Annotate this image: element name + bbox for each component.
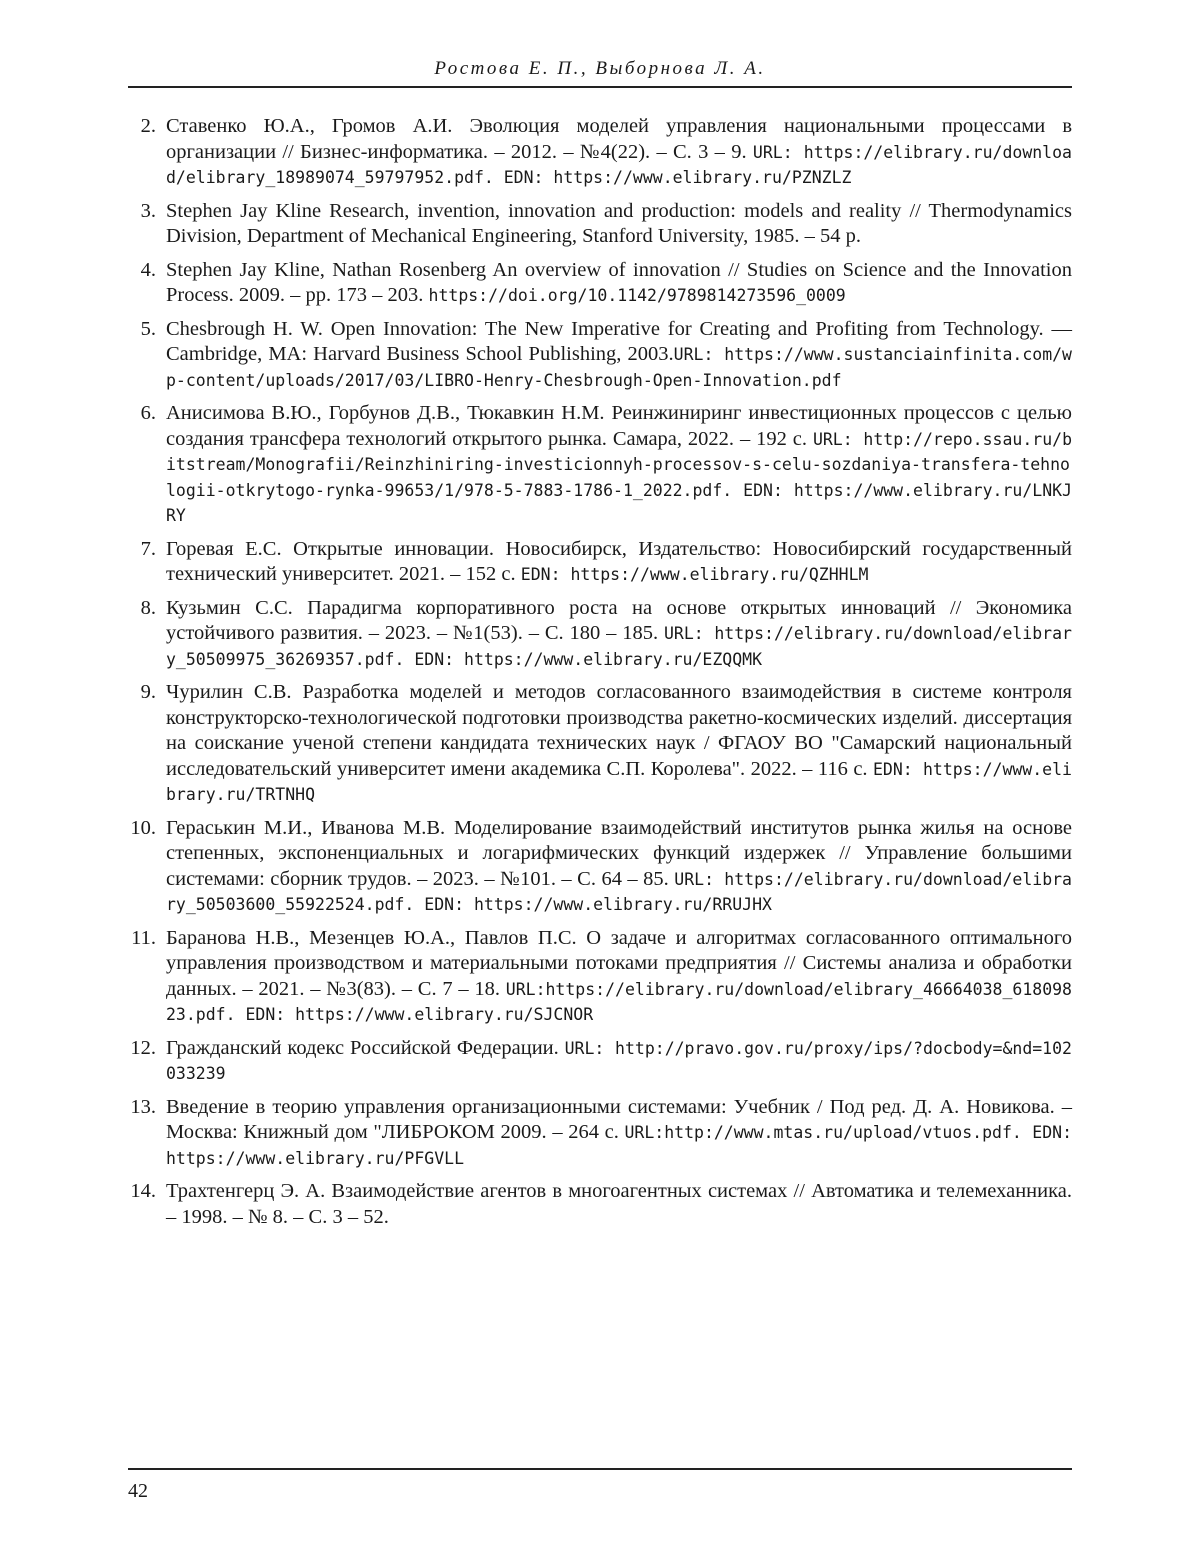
reference-number: 2.: [124, 114, 156, 140]
reference-text: Ставенко Ю.А., Громов А.И. Эволюция моделей управления национальными процессами в организации // Бизнес-информатика. – 2012. – №4(22). – С. 3 – 9.: [166, 115, 1072, 163]
reference-text: Чурилин С.В. Разработка моделей и методов согласованного взаимодействия в системе контроля конструкторско-технологической подготовки производства ракетно-космических изделий. диссертация на соискание ученой степени кандидата технических наук / ФГАОУ ВО "Самарский национальный исследовательский университет имени академика С.П. Королева". 2022. – 116 с.: [166, 681, 1072, 780]
reference-text: Chesbrough H. W. Open Innovation: The New Imperative for Creating and Profiting from Technology. — Cambridge, MA: Harvard Business School Publishing, 2003.: [166, 318, 1072, 366]
reference-item: [128, 680, 1072, 808]
reference-link[interactable]: URL:http://www.mtas.ru/upload/vtuos.pdf. EDN: https://www.elibrary.ru/PFGVLL: [166, 1123, 1072, 1168]
header-rule: [128, 86, 1072, 88]
reference-link[interactable]: URL: http://repo.ssau.ru/bitstream/Monografii/Reinzhiniring-investicionnyh-processov-s-celu-sozdaniya-transfera-tehnologii-otkrytogo-rynka-99653/1/978-5-7883-1786-1_2022.pdf. EDN: https://www.elibrary.ru/LNKJRY: [166, 430, 1072, 526]
reference-item: [128, 258, 1072, 309]
reference-item: [128, 1036, 1072, 1087]
reference-number: 9.: [124, 680, 156, 706]
reference-number: 13.: [124, 1095, 156, 1121]
reference-link[interactable]: URL: https://elibrary.ru/download/elibrary_50503600_55922524.pdf. EDN: https://www.elibrary.ru/RRUJHX: [166, 870, 1072, 915]
reference-item: [128, 1179, 1072, 1230]
footer-rule: [128, 1468, 1072, 1470]
reference-text: Stephen Jay Kline Research, invention, innovation and production: models and reality // Thermodynamics Division, Department of Mechanical Engineering, Stanford University, 1985. – 54 p.: [166, 200, 1072, 248]
reference-number: 12.: [124, 1036, 156, 1062]
reference-item: [128, 926, 1072, 1028]
reference-item: [128, 317, 1072, 394]
reference-text: Введение в теорию управления организационными системами: Учебник / Под ред. Д. А. Новикова. – Москва: Книжный дом "ЛИБРОКОМ 2009. – 264 с.: [166, 1096, 1072, 1144]
reference-item: [128, 401, 1072, 529]
reference-text: Гераськин М.И., Иванова М.В. Моделирование взаимодействий институтов рынка жилья на основе степенных, экспоненциальных и логарифмических функций издержек // Управление большими системами: сборник трудов. – 2023. – №101. – С. 64 – 85.: [166, 817, 1072, 890]
reference-item: [128, 199, 1072, 250]
reference-number: 11.: [124, 926, 156, 952]
reference-link[interactable]: URL: https://www.sustanciainfinita.com/wp-content/uploads/2017/03/LIBRO-Henry-Chesbrough-Open-Innovation.pdf: [166, 345, 1072, 390]
reference-number: 7.: [124, 537, 156, 563]
reference-link[interactable]: https://doi.org/10.1142/9789814273596_0009: [429, 286, 846, 305]
reference-number: 14.: [124, 1179, 156, 1205]
reference-link[interactable]: URL: https://elibrary.ru/download/elibrary_50509975_36269357.pdf. EDN: https://www.elibrary.ru/EZQQMK: [166, 624, 1072, 669]
reference-list: [128, 114, 1072, 1238]
reference-link[interactable]: URL: https://elibrary.ru/download/elibrary_18989074_59797952.pdf. EDN: https://www.elibrary.ru/PZNZLZ: [166, 143, 1072, 188]
reference-item: [128, 537, 1072, 588]
reference-link[interactable]: EDN: https://www.elibrary.ru/QZHHLM: [521, 565, 869, 584]
running-header-authors: Ростова Е. П., Выборнова Л. А.: [128, 58, 1072, 80]
reference-text: Кузьмин С.С. Парадигма корпоративного роста на основе открытых инноваций // Экономика устойчивого развития. – 2023. – №1(53). – С. 180 – 185.: [166, 597, 1072, 645]
reference-text: Горевая Е.С. Открытые инновации. Новосибирск, Издательство: Новосибирский государственный технический университет. 2021. – 152 с.: [166, 538, 1072, 586]
reference-text: Гражданский кодекс Российской Федерации.: [166, 1037, 565, 1059]
reference-item: [128, 114, 1072, 191]
reference-number: 6.: [124, 401, 156, 427]
reference-item: [128, 816, 1072, 918]
reference-item: [128, 1095, 1072, 1172]
reference-number: 3.: [124, 199, 156, 225]
reference-number: 5.: [124, 317, 156, 343]
reference-number: 10.: [124, 816, 156, 842]
reference-text: Stephen Jay Kline, Nathan Rosenberg An overview of innovation // Studies on Science and the Innovation Process. 2009. – pp. 173 – 203.: [166, 259, 1072, 307]
page-number: 42: [128, 1480, 148, 1503]
reference-text: Анисимова В.Ю., Горбунов Д.В., Тюкавкин Н.М. Реинжиниринг инвестиционных процессов с целью создания трансфера технологий открытого рынка. Самара, 2022. – 192 с.: [166, 402, 1072, 450]
reference-number: 4.: [124, 258, 156, 284]
reference-link[interactable]: URL:https://elibrary.ru/download/elibrary_46664038_61809823.pdf. EDN: https://www.elibrary.ru/SJCNOR: [166, 980, 1072, 1025]
reference-item: [128, 596, 1072, 673]
reference-text: Трахтенгерц Э. А. Взаимодействие агентов в многоагентных системах // Автоматика и телемеханника. – 1998. – № 8. – С. 3 – 52.: [166, 1180, 1072, 1228]
reference-text: Баранова Н.В., Мезенцев Ю.А., Павлов П.С. О задаче и алгоритмах согласованного оптимального управления производством и материальными потоками предприятия // Системы анализа и обработки данных. – 2021. – №3(83). – С. 7 – 18.: [166, 927, 1072, 1000]
reference-link[interactable]: URL: http://pravo.gov.ru/proxy/ips/?docbody=&nd=102033239: [166, 1039, 1072, 1084]
reference-link[interactable]: EDN: https://www.elibrary.ru/TRTNHQ: [166, 760, 1072, 805]
reference-number: 8.: [124, 596, 156, 622]
